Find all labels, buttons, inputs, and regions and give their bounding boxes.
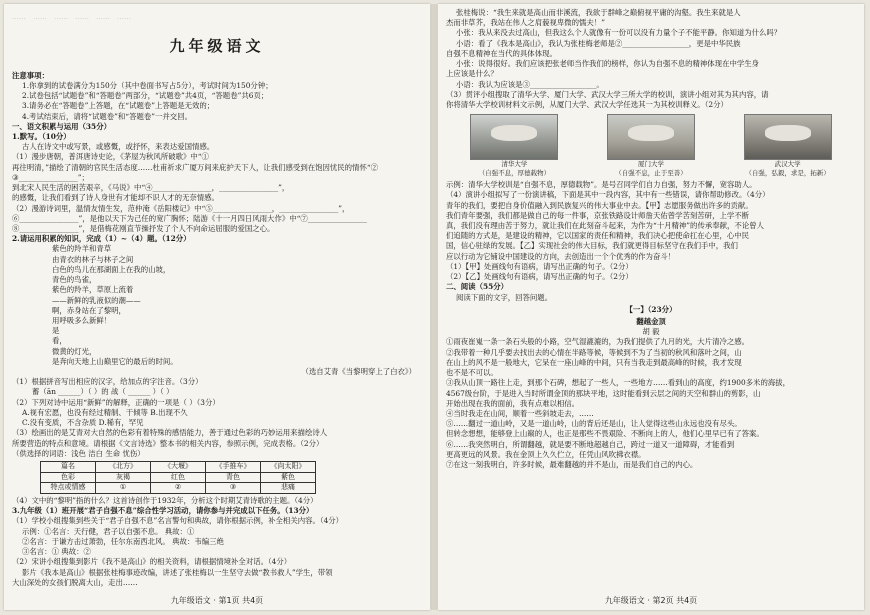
table-header-row [41,462,316,473]
passage-line: 更高更远的风景。我在金顶上久久伫立，任凭山风吹拂衣襟。 [446,449,646,459]
passage-line: ①雨夜崔嵬一条一条石头般的小路，空气湿漉漉的，为我们提供了九月的光，大片清冷之感。 [446,337,750,347]
passage-line: 但转念想想，能够登上山巅的人，也正是那些不畏艰险、不断向上的人，他们心里早已有了答案。 [446,429,764,439]
question-2: 2.请运用积累的知识，完成（1）~（4）题。（12分） [12,234,191,244]
passage-title: 翻越金顶 [636,316,666,326]
q1-line: 到北宋人民生活的困苦艰辛，《马说》中“④________________，________________”， [12,183,290,193]
passage-line: ⑤……翻过一道山岭，又是一道山岭，山的背后还是山，让人觉得这些山永远也没有尽头。 [446,419,742,429]
poem-line: 由青衣的林子与林子之间 [52,254,134,264]
q3-line: （2）宋讲小组搜集到影片《我不是高山》的相关资料，请根据情境补全对话。（4分） [12,557,292,567]
q3-line: （1）学校小组搜集到些关于“君子自强不息”名言警句和典故，请你根据示例，补全相关内容。（4分） [12,516,344,526]
dialog-line: 自强不息精神在当代的具体体现。 [446,48,557,58]
poem-line: 紫色的羚羊，草原上流着 [52,285,134,295]
table-cell: 《手推车》 [206,462,261,473]
speech-line: 应以行动为它铺设中国建设的方向，去创造出一个个优秀的作为奋斗！ [446,251,676,261]
poem-line: 啊，赤身站在了黎明， [52,305,126,315]
q1-line: 的感慨，让我们看到了诗人身世有才能却不识人才的无奈情感。 [12,193,219,203]
passage-author: 胡 毅 [642,327,660,337]
table-cell: ② [151,483,206,494]
dialog-line: 张桂梅说：“我生来就是高山而非溪流，我欲于群峰之巅俯视平庸的沟壑。我生来就是人 [456,8,741,17]
dialog-line: 你将清华大学校训材料文示例，从厦门大学、武汉大学任选其一为其校训释义。（2分） [446,99,728,109]
poem-line: 是 [52,326,60,336]
q1-line: （2）漫游诗词里，温情友情生发，范仲淹《岳阳楼记》中“⑤________________，________________”， [12,203,350,213]
question-3: 3.九年级（1）班开展“君子自强不息”综合性学习活动，请你参与并完成以下任务。（13分） [12,506,314,516]
speech-line: （4）演讲小组拟写了一份演讲稿，下面是其中一段内容，其中有一些错误，请你帮助修改。（4分） [446,190,770,200]
passage-line: 4567级台阶，于是进入当时所谓金顶的那块平地，这时能看到云层之间的天空和群山的剪影，山 [446,388,761,398]
image-caption: 武汉大学 [774,160,801,169]
table-cell: 《向太阳》 [261,462,316,473]
poem-line: 紫色的羚羊和青草 [52,244,112,254]
note-line: 1.你拿到的试卷满分为150分（其中卷面书写占5分），考试时间为150分钟； [22,80,273,90]
speech-line: 青年的我们，要把自身价值融入到民族复兴的伟大事业中去。【甲】志愿服务做出许多的贡献。 [446,200,753,210]
table-cell: 《北方》 [96,462,151,473]
note-line: 3.请务必在“答题卷”上答题，在“试题卷”上答题是无效的； [22,101,215,111]
question-1: 1.默写。（10分） [12,132,71,141]
q2-item: 蓄（ān ______）（ ）的 战（ ______ ）（ ） [32,387,174,397]
table-cell: 悲痛 [261,483,316,494]
table-cell: 青色 [206,472,261,483]
table-cell: 特点或情感 [41,483,96,494]
table-cell: 《大堰》 [151,462,206,473]
page-gutter [431,4,437,610]
table-row [41,483,316,494]
section-heading: 二、阅读（55分） [446,282,509,292]
poem-line: 白色的鸟儿在那湖面上在我的山坡， [52,264,171,274]
page-footer: 九年级语文 · 第1页 共4页 [170,596,264,605]
section-heading: 一、语文积累与运用（35分） [12,121,111,131]
passage-line: ⑥……我突然明白，所谓翻越，就是要不断地超越自己，跨过一道又一道障碍，才能看到 [446,439,735,449]
stone-photo [607,114,695,160]
q2-item: （3）绘画出的是艾青对大自然的色彩有着特殊的感悟能力，善于通过色彩的巧妙运用来描绘诗人 [12,428,328,438]
q2-item: A.视有宏愿，也没有经过精制、干倾等 B.出现不久 [22,407,188,417]
passage-line: 开始出现在我的面前，我有点难以相信。 [446,398,580,408]
speech-line: 我们青年要强，我们都是做自己的每一件事，京张铁路设计师詹天佑曾学苦刻苦研，上学不断 [446,210,750,220]
q2-item: （供选择的词语：浅色 洁白 生命 忧伤） [12,448,145,458]
poem-source: （选自艾青《当黎明穿上了白衣》） [301,367,416,377]
q1-line: ③________________”； [12,172,89,182]
page-footer: 九年级语文 · 第2页 共4页 [604,596,698,605]
q3-line: ②名言：于谦方击过萧勃，任尔东南西北风。 典故：韦编三绝 [22,536,224,546]
dialog-line: 上应该是什么？ [446,69,498,79]
q2-item: （2）下列对诗中运用“新鲜”的解释，正确的一项是（ ）（3分） [12,397,220,407]
image-caption: 厦门大学 [637,160,664,169]
dialog-line: 杰而非草芥，我站在伟人之肩藐视卑微的懦夫！” [446,18,605,28]
passage-line: 也不是不可以。 [446,368,498,378]
q3-line: 大山深处的女孩们脱离大山，走出…… [12,577,138,587]
table-cell: 灰褐 [96,472,151,483]
poem-line: 微黄的灯光， [52,346,97,356]
q4-item: （2）【乙】处画线句有语病，请写出正确的句子。（2分） [446,272,633,282]
q1-line: ⑧________________”，是借梅花刚直节操抒发了个人不向命运屈服的爱国之心。 [12,223,275,233]
university-motto-images [446,114,856,178]
dialog-line: 小张：说得很好。我们应该把张老师当作我们的榜样，你认为自强不息的精神体现在中学生身 [456,59,760,69]
q2-item: C.没有变质，不含杂质 D.稀有，罕见 [22,418,144,428]
dialog-line: （3）贯评小组搜取了清华大学、厦门大学、武汉大学三所大学的校训，演讲小组对其为其内容，请 [446,89,769,99]
table-row [41,472,316,483]
reading-intro: 阅读下面的文字，回答问题。 [456,292,553,302]
page-2-content [446,8,856,470]
image-subcaption: （自强，弘毅，求是，拓新） [745,169,830,178]
table-cell: 色彩 [41,472,96,483]
table-cell: 篇名 [41,462,96,473]
exam-title: 九年级语文 [169,37,265,55]
stone-photo [470,114,558,160]
passage-line: ⑦在这一刻我明白，许多时候，最难翻越的并不是山，而是我们自己的内心。 [446,460,698,470]
dialog-line: 小语：看了《我本是高山》，我认为张桂梅老师是②__________________，更是中华民族 [456,38,741,48]
table-cell: 紫色 [261,472,316,483]
q1-line: 古人在诗文中或写景，或感慨，或抒怀，来表达爱国情感。 [22,142,215,152]
note-line: 4.考试结束后，请将“试题卷”和“答题卷”一并交回。 [22,111,192,121]
speech-line: 们追随的方式是，是建设的精神，它以国家的责任和精神，我们决心把使命扛在心里，心中民 [446,231,750,241]
image-caption: 清华大学 [501,160,528,169]
q3-line: 示例：①名言：天行健，君子以自强不息。 典故：① [22,526,195,536]
dialog-line: 小语：我认为应该是③__________________。 [456,79,604,89]
passage-heading: 【一】（23分） [625,304,677,314]
poem-line: 是奔向天地上山巅里它的最后的时间。 [52,356,178,366]
stone-photo [744,114,832,160]
exam-page-2 [438,4,864,610]
passage-line: 在山上的风不是一般地大，它呆在一座山峰的中间，只有当我走到最高峰的时候，我才发现 [446,357,742,367]
image-subcaption: （自强不息，止于至善） [615,169,687,178]
q1-line: （1）漫步唐朝，普洱唐诗史论，《茅屋为秋风所破歌》中“① [12,152,209,162]
poem-line: ——新鲜的乳液似的潮—— [52,295,141,305]
q1-line: ⑥________________”，是他以天下为己任的宽广胸怀；陆游《十一月四日风雨大作》中“⑦________________ [12,213,367,223]
speech-line: 示例：清华大学校训是“自强不息，厚德载物”。是号召同学们自力自强，努力不懈，宽容助人。 [446,180,757,190]
image-subcaption: （自强不息，厚德载物） [478,169,551,178]
q1-line: 再往明清，”描绘了清朝的官民生活态度……杜甫祈求广厦万间来庇护天下人，让我们感受到在饱因忧民的情怀“② [12,162,379,172]
q3-line: 影片《我本是高山》根据张桂梅事迹改编，讲述了张桂梅以一生坚守去做“教书救人”学生，带领 [22,567,333,577]
q2-item: （1）根据拼音写出相应的汉字，给加点的字注音。（3分） [12,377,203,387]
q2-item: 所要营造的特点和意境。请根据《文言诗选》整本书的相关内容，参照示例，完成表格。（2分） [12,438,324,448]
motto-stone-xiamen [607,114,695,178]
q4-item: （1）【甲】处画线句有语病，请写出正确的句子。（2分） [446,261,633,271]
table-cell: 红色 [151,472,206,483]
table-cell: ③ [206,483,261,494]
exam-page-1 [4,4,430,610]
speech-line: 国，信心驻绿的发展。【乙】实现社会的伟大目标，我们就更得目标坚守在我们手中，我们 [446,241,738,251]
poem-line: 用呼吸多么新鲜！ [52,315,112,325]
dialog-line: 小张：我从来没去过高山，但我这么个人就像有一份可以没有力量个子不能平静。你知道为什么吗？ [456,28,782,38]
poem-line: 青色的鸟雀， [52,275,97,285]
bleed-through-text: …… …… …… …… …… …… [12,13,131,21]
table-cell: ① [96,483,151,494]
poem-line: 看， [52,336,67,346]
q2-item: （4）文中的“黎明”指的什么？这首诗创作于1932年，分析这个时期艾青诗歌的主题。（4分） [12,495,318,505]
passage-line: ③我从山顶一路往上走，到那个石碑，想起了一些人，一些地方……看到山的高度，约1900多米的海拔， [446,378,791,388]
passage-line: ②我带着一种几乎要去找出去的心情在半路等候，等候到不为了当初的秋风和落叶之间，山 [446,347,742,357]
page-1-content [12,8,422,588]
speech-line: 真，我们没有理由苦于努力，就让我们在此刻奋斗起来，为作为“十月精神”的传承奉献，不论曾人 [446,221,764,230]
poetry-color-table [40,461,316,494]
q3-line: ③名言：① 典故：② [22,547,91,557]
notes-heading: 注意事项： [12,70,49,80]
motto-stone-tsinghua [470,114,558,178]
motto-stone-wuhan [744,114,832,178]
passage-line: ④当时我走在山间，顺着一些斜坡走去，…… [446,408,594,418]
note-line: 2.试卷包括“试题卷”和“答题卷”两部分，“试题卷”共4页，“答题卷”共6页； [22,91,269,101]
